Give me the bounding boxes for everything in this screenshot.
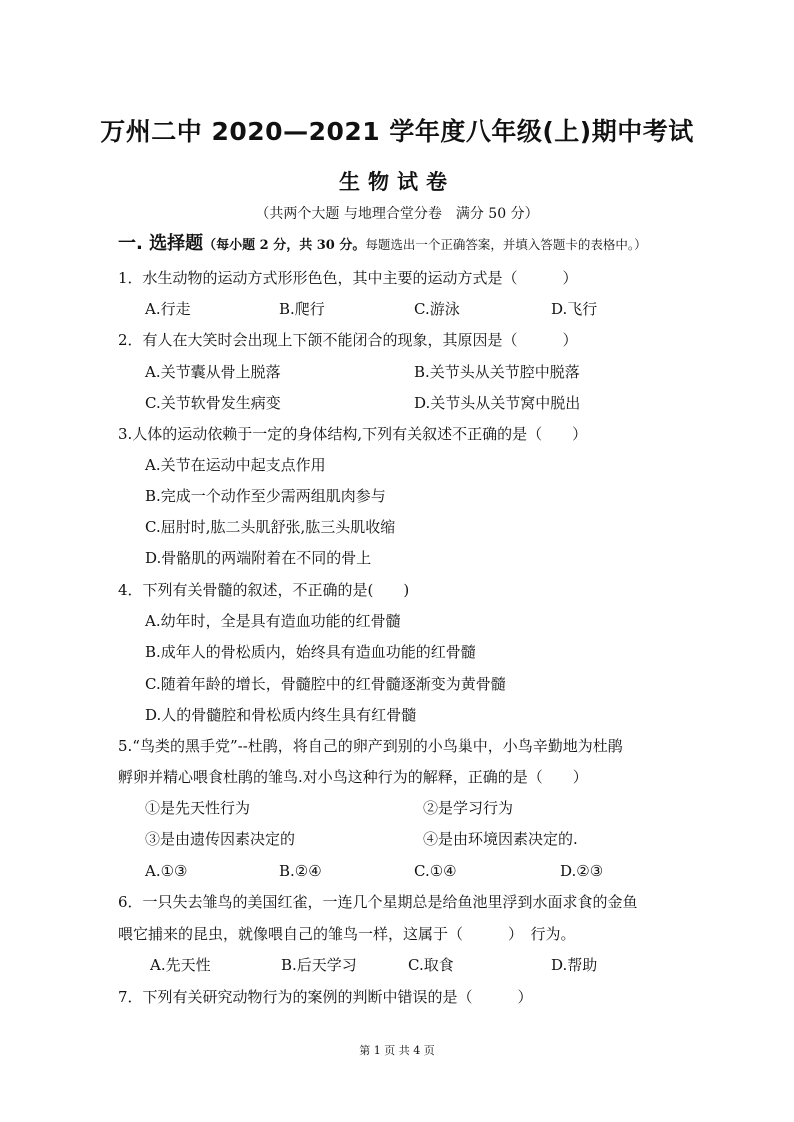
question-2-stem: 2．有人在大笑时会出现上下颌不能闭合的现象，其原因是（ ） [118,331,578,349]
q4-option-c: C.随着年龄的增长，骨髓腔中的红骨髓逐渐变为黄骨髓 [145,675,506,693]
section-1-heading: 一. 选择题 [118,233,204,254]
section-1-bold-note: （每小题 2 分，共 30 分。 [203,238,366,253]
q3-option-b: B.完成一个动作至少需两组肌肉参与 [145,487,386,505]
q5-option-d: D.②③ [560,862,604,880]
q2-option-b: B.关节头从关节腔中脱落 [414,363,580,381]
q1-option-a: A.行走 [145,300,191,318]
q5-statement-3: ③是由遗传因素决定的 [145,830,296,848]
question-1-stem: 1．水生动物的运动方式形形色色，其中主要的运动方式是（ ） [118,269,578,287]
q5-option-b: B.②④ [279,862,322,880]
section-1-note: 每题选出一个正确答案，并填入答题卡的表格中。） [365,237,647,252]
q4-option-b: B.成年人的骨松质内，始终具有造血功能的红骨髓 [145,643,476,661]
question-5-stem-line-2: 孵卵并精心喂食杜鹃的雏鸟.对小鸟这种行为的解释，正确的是（ ） [118,768,588,786]
exam-subtitle: 生物试卷 [339,170,455,194]
question-4-stem: 4．下列有关骨髓的叙述，不正确的是( ) [118,581,410,599]
q2-option-a: A.关节囊从骨上脱落 [145,363,281,381]
q5-option-a: A.①③ [145,862,188,880]
q6-option-a: A.先天性 [150,956,211,974]
question-5-stem-line-1: 5.“鸟类的黑手党”--杜鹃，将自己的卵产到别的小鸟巢中，小鸟辛勤地为杜鹃 [118,737,623,755]
q2-option-c: C.关节软骨发生病变 [145,394,281,412]
exam-title: 万州二中 2020—2021 学年度八年级(上)期中考试 [100,117,694,146]
q5-option-c: C.①④ [414,862,457,880]
q3-option-a: A.关节在运动中起支点作用 [145,456,326,474]
q5-statement-1: ①是先天性行为 [145,799,251,817]
section-1-heading-line [118,234,647,256]
q3-option-c: C.屈肘时,肱二头肌舒张,肱三头肌收缩 [145,518,396,536]
q1-option-b: B.爬行 [279,300,325,318]
q3-option-d: D.骨骼肌的两端附着在不同的骨上 [145,549,372,567]
q6-option-c: C.取食 [408,956,454,974]
question-3-stem: 3.人体的运动依赖于一定的身体结构,下列有关叙述不正确的是（ ） [118,425,588,443]
q1-option-d: D.飞行 [551,300,598,318]
q5-statement-2: ②是学习行为 [423,799,514,817]
q2-option-d: D.关节头从关节窝中脱出 [414,394,581,412]
q5-statement-4: ④是由环境因素决定的. [423,830,578,848]
page-number: 第 1 页 共 4 页 [359,1044,435,1057]
q1-option-c: C.游泳 [414,300,460,318]
question-7-stem: 7．下列有关研究动物行为的案例的判断中错误的是（ ） [118,988,533,1006]
question-6-stem-line-2: 喂它捕来的昆虫，就像喂自己的雏鸟一样，这属于（ ） 行为。 [118,925,576,943]
q4-option-d: D.人的骨髓腔和骨松质内终生具有红骨髓 [145,706,417,724]
q6-option-d: D.帮助 [551,956,598,974]
question-6-stem-line-1: 6．一只失去雏鸟的美国红雀，一连几个星期总是给鱼池里浮到水面求食的金鱼 [118,893,638,911]
q4-option-a: A.幼年时，全是具有造血功能的红骨髓 [145,612,401,630]
q6-option-b: B.后天学习 [281,956,357,974]
exam-note: （共两个大题 与地理合堂分卷 满分 50 分） [255,206,539,222]
